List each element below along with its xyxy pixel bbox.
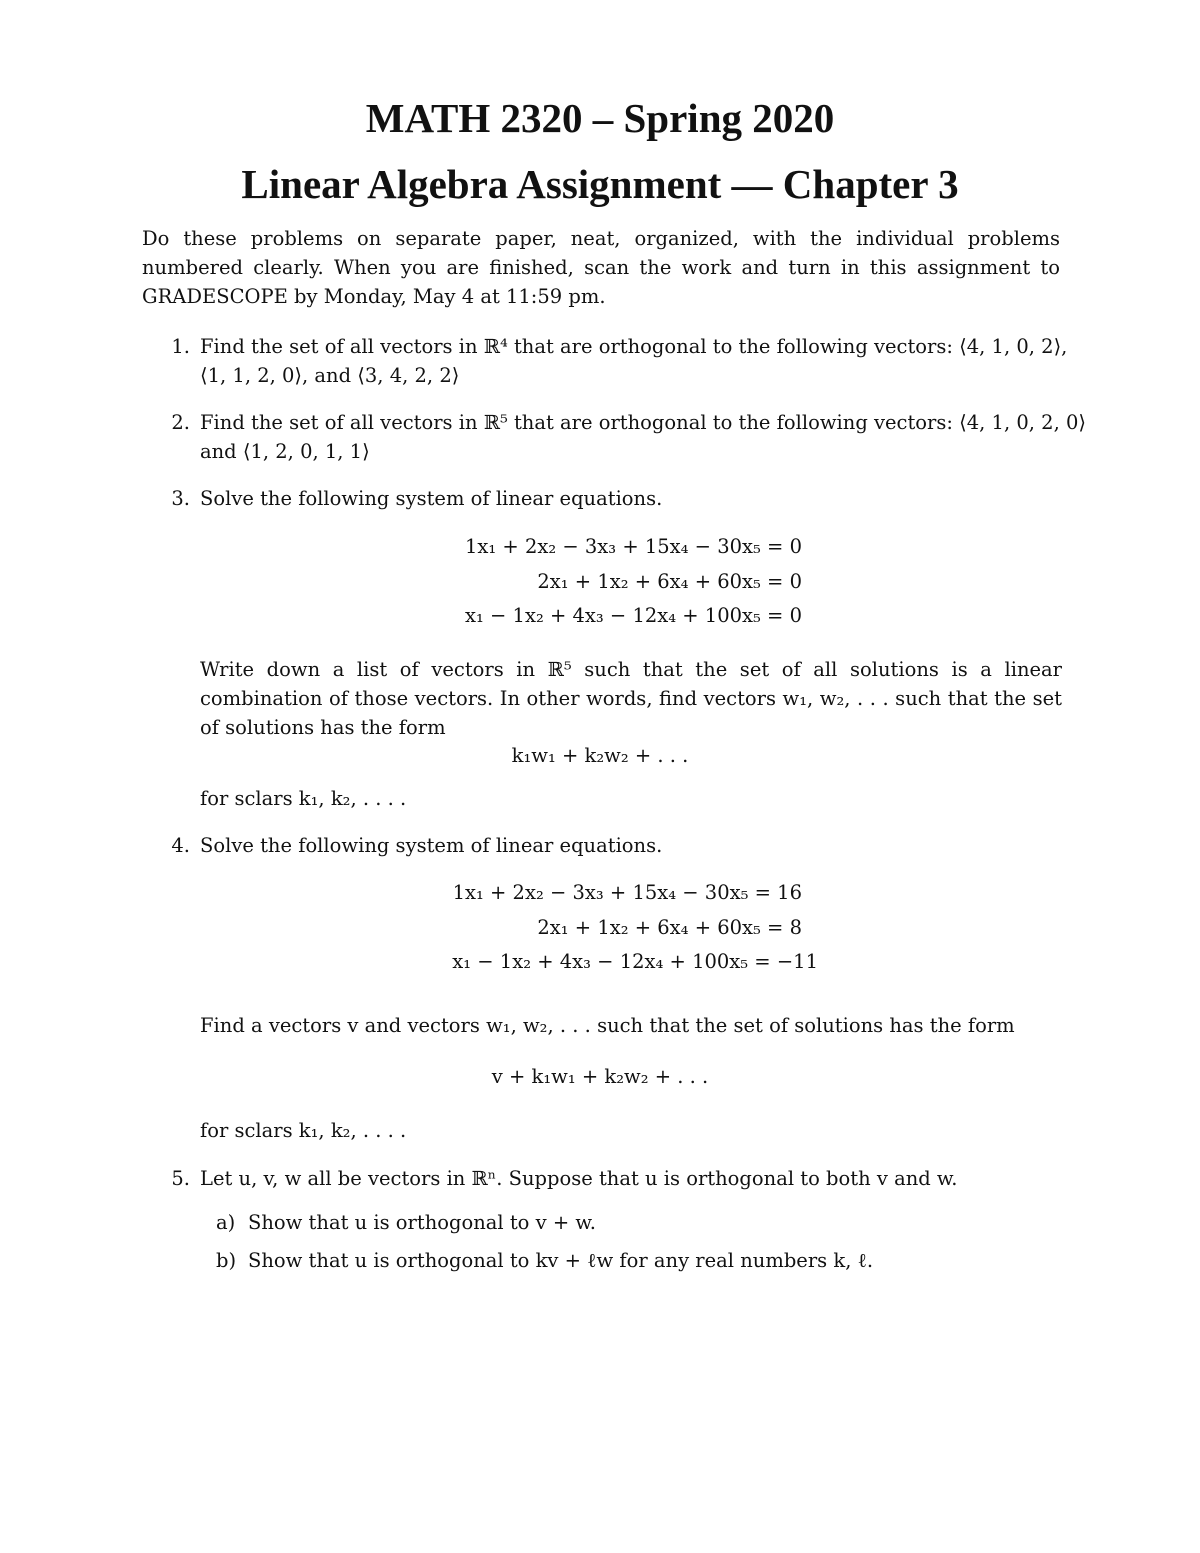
equation-row: 1x₁ + 2x₂ − 3x₃ + 15x₄ − 30x₅ = 16: [452, 881, 802, 904]
solution-form: v + k₁w₁ + k₂w₂ + . . .: [491, 1065, 709, 1088]
problem-text: for sclars k₁, k₂, . . . .: [200, 787, 407, 810]
assignment-title: Linear Algebra Assignment — Chapter 3: [241, 161, 959, 207]
problem-text: for sclars k₁, k₂, . . . .: [200, 1119, 407, 1142]
subpart-b-text: Show that u is orthogonal to kv + ℓw for any real numbers k, ℓ.: [248, 1249, 874, 1272]
problem-text-line: Find the set of all vectors in ℝ⁴ that are orthogonal to the following vectors: ⟨4, 1, 0, 2⟩,: [200, 335, 1068, 358]
problem-number: 4.: [171, 834, 190, 857]
problem-text: Find a vectors v and vectors w₁, w₂, . . . such that the set of solutions has the form: [200, 1014, 1015, 1037]
equation-row: x₁ − 1x₂ + 4x₃ − 12x₄ + 100x₅ = 0: [464, 604, 802, 627]
problem-number: 5.: [171, 1167, 190, 1190]
equation-row: 1x₁ + 2x₂ − 3x₃ + 15x₄ − 30x₅ = 0: [464, 535, 802, 558]
problem-number: 2.: [171, 411, 190, 434]
equation-row: 2x₁ + 1x₂ + 6x₄ + 60x₅ = 0: [537, 570, 802, 593]
problem-prompt: Solve the following system of linear equations.: [200, 487, 663, 510]
subpart-a-label: a): [216, 1211, 236, 1234]
solution-form: k₁w₁ + k₂w₂ + . . .: [511, 744, 689, 767]
subpart-b-label: b): [216, 1249, 237, 1272]
problem-prompt: Let u, v, w all be vectors in ℝⁿ. Suppose that u is orthogonal to both v and w.: [200, 1167, 958, 1190]
equation-row: x₁ − 1x₂ + 4x₃ − 12x₄ + 100x₅ = −11: [452, 950, 818, 973]
problem-text-line: and ⟨1, 2, 0, 1, 1⟩: [200, 440, 370, 463]
problem-text-line: Find the set of all vectors in ℝ⁵ that are orthogonal to the following vectors: ⟨4, 1, 0, 2, 0⟩: [200, 411, 1086, 434]
course-heading: MATH 2320 – Spring 2020: [365, 95, 835, 141]
equation-row: 2x₁ + 1x₂ + 6x₄ + 60x₅ = 8: [537, 916, 802, 939]
problem-text: Write down a list of vectors in ℝ⁵ such that the set of all solutions is a linear combination of those vectors. In other words, find vectors w₁, w₂, . . . such that the set of solutions has the form: [200, 658, 1062, 739]
problem-number: 1.: [171, 335, 190, 358]
problem-prompt: Solve the following system of linear equations.: [200, 834, 663, 857]
problem-text-line: ⟨1, 1, 2, 0⟩, and ⟨3, 4, 2, 2⟩: [200, 364, 460, 387]
instructions-paragraph: Do these problems on separate paper, neat, organized, with the individual problems numbered clearly. When you are finished, scan the work and turn in this assignment to GRADESCOPE by Monday, May 4 at 11:59 pm.: [142, 227, 1060, 308]
problem-number: 3.: [171, 487, 190, 510]
subpart-a-text: Show that u is orthogonal to v + w.: [248, 1211, 596, 1234]
